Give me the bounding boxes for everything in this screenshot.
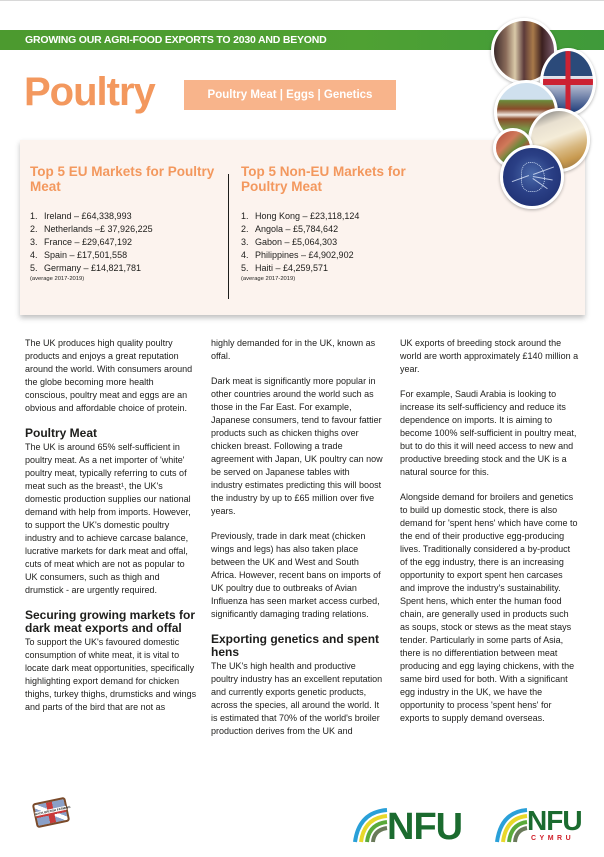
cymru-wordmark: CYMRU	[531, 835, 575, 842]
eu-markets-note: (average 2017-2019)	[30, 276, 85, 282]
poultry-meat-paragraph: The UK is around 65% self-sufficient in poultry meat. As a net importer of 'white' poultry meat, typically referring to cuts of meat such as the breast¹, the UK's domestic production supplies our national demand with help from imports. However, to support the UK's domestic poultry industry and to achieve carcase balance, lucrative markets for dark meat and offal, cuts of meat which are not as popular to UK consumers, such as thigh and drumstick - are urgently required.	[25, 442, 191, 595]
rank: 5.	[241, 263, 249, 273]
list-item	[30, 223, 225, 236]
spent-hens-paragraph: Alongside demand for broilers and genetics to build up domestic stock, there is also demand for 'spent hens' which have come to the end of their productive egg-producing lives. Traditionally considered a by-product of the egg industry, there is an increasing opportunity to export spent hen carcases and improve the industry's sustainability. Spent hens, which enter the human food chain, are generally used in products such as soups, stock or stews as the meat stays tender. Particularly in some parts of Asia, there is no differentiation between meat producing and egg laying chickens, with the same bird used for both. With a significant egg industry in the UK, we have the opportunity to process 'spent hens' for exports to supply demand overseas.	[400, 492, 578, 723]
rank: 3.	[241, 237, 249, 247]
body-column-1	[25, 337, 197, 726]
nfu-cymru-arcs-icon	[495, 808, 529, 842]
breeding-stock-paragraph: UK exports of breeding stock around the world are worth approximately £140 million a year.	[400, 338, 579, 374]
market-value: Hong Kong – £23,118,124	[255, 211, 360, 221]
eu-markets	[30, 164, 225, 282]
page-title: Poultry	[24, 70, 155, 114]
list-item	[241, 262, 436, 275]
nfu-logo	[353, 806, 466, 848]
list-item	[30, 262, 225, 275]
dark-meat-paragraph: Dark meat is significantly more popular in other countries around the world such as those in the Far East. For example, Japanese consumers, tend to favour fattier products such as chicken thighs over chicken breast. Following a trade agreement with Japan, UK poultry can now be served on Japanese tables with industry estimates predicting this will boost the industry by up to £65 million over five years.	[211, 376, 383, 516]
nfu-cymru-logo	[495, 805, 582, 842]
securing-markets-paragraph: To support the UK's favoured domestic consumption of white meat, it is vital to locate dark meat opportunities, specifically highlighting export demand for chicken thighs, turkey thighs, drumsticks and wings and parts of the bird that are not as	[25, 637, 197, 712]
body-column-2	[211, 337, 383, 750]
non-eu-markets-list	[241, 210, 436, 275]
rank: 2.	[241, 224, 249, 234]
nfu-arcs-icon	[353, 808, 389, 842]
eu-markets-heading: Top 5 EU Markets for Poultry Meat	[30, 164, 215, 194]
back-british-farming-badge	[32, 797, 70, 829]
top-rule	[0, 0, 604, 1]
nfu-cymru-wordmark: NFU	[527, 805, 582, 836]
rank: 1.	[241, 211, 249, 221]
body-column-3	[400, 337, 580, 737]
eu-markets-list	[30, 210, 225, 275]
market-value: Haiti – £4,259,571	[255, 263, 329, 273]
subtitle-text: Poultry Meat | Eggs | Genetics	[207, 89, 373, 101]
market-value: Angola – £5,784,642	[255, 224, 339, 234]
list-item	[30, 210, 225, 223]
subtitle-box	[184, 80, 396, 110]
header-banner-text: GROWING OUR AGRI-FOOD EXPORTS TO 2030 AND BEYOND	[25, 34, 327, 46]
column-divider	[228, 174, 229, 299]
market-value: Philippines – £4,902,902	[255, 250, 354, 260]
non-eu-markets	[241, 164, 436, 282]
rank: 2.	[30, 224, 38, 234]
export-map-photo	[500, 145, 564, 209]
non-eu-markets-note: (average 2017-2019)	[241, 276, 296, 282]
rank: 4.	[241, 250, 249, 260]
non-eu-markets-heading: Top 5 Non-EU Markets for Poultry Meat	[241, 164, 406, 194]
intro-paragraph: The UK produces high quality poultry products and enjoys a great reputation around the world. With consumers around the globe becoming more health conscious, poultry meat and eggs are an obvious and affordable choice of protein.	[25, 338, 193, 413]
previously-paragraph: Previously, trade in dark meat (chicken wings and legs) has also taken place between the UK and West and South Africa. However, recent bans on imports of UK poultry due to outbreaks of Avian Influenza has seen market access curbed, significantly damaging trading relations.	[211, 531, 381, 619]
market-value: Ireland – £64,338,993	[44, 211, 132, 221]
market-value: Gabon – £5,064,303	[255, 237, 338, 247]
market-value: Germany – £14,821,781	[44, 263, 142, 273]
list-item	[30, 236, 225, 249]
market-value: Netherlands –£ 37,926,225	[44, 224, 153, 234]
badge-text: BACK BRITISH FARMING	[34, 804, 71, 817]
list-item	[241, 223, 436, 236]
rank: 5.	[30, 263, 38, 273]
markets-panel	[20, 140, 585, 315]
nfu-wordmark: NFU	[387, 806, 463, 848]
market-value: Spain – £17,501,558	[44, 250, 128, 260]
rank: 1.	[30, 211, 38, 221]
heading-securing-markets: Securing growing markets for dark meat exports and offal	[25, 608, 196, 635]
genetics-paragraph: The UK's high health and productive poultry industry has an excellent reputation and currently exports genetic products, across the species, all around the world. It is estimated that 70% of the world's broiler production derives from the UK and	[211, 661, 383, 736]
list-item	[241, 210, 436, 223]
heading-exporting-genetics: Exporting genetics and spent hens	[211, 632, 380, 659]
rank: 3.	[30, 237, 38, 247]
list-item	[241, 249, 436, 262]
offal-paragraph: highly demanded for in the UK, known as offal.	[211, 338, 376, 361]
heading-poultry-meat: Poultry Meat	[25, 426, 98, 440]
market-value: France – £29,647,192	[44, 237, 133, 247]
saudi-arabia-paragraph: For example, Saudi Arabia is looking to increase its self-sufficiency and reduce its dependence on imports. It is aiming to become 100% self-sufficient in poultry meat, but to do this it will need access to new and productive breeding stock and the UK is a natural source for this.	[400, 389, 577, 477]
rank: 4.	[30, 250, 38, 260]
list-item	[30, 249, 225, 262]
list-item	[241, 236, 436, 249]
